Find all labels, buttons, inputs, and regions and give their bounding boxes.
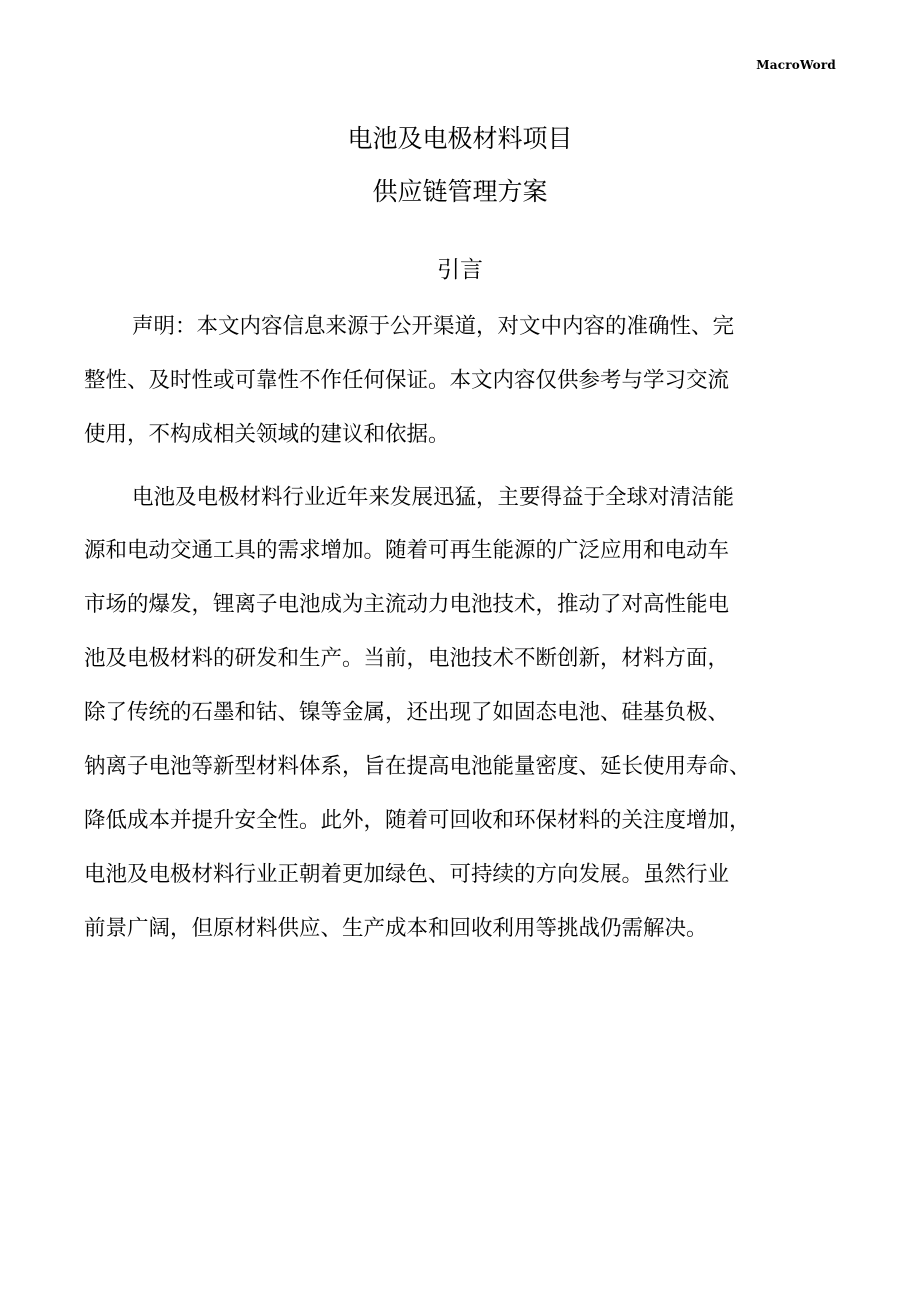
- section-heading-introduction: 引言: [437, 257, 483, 283]
- header-brand: MacroWord: [756, 58, 836, 72]
- paragraph-line: 降低成本并提升安全性。此外，随着可回收和环保材料的关注度增加，: [84, 808, 751, 833]
- paragraph-line: 钠离子电池等新型材料体系，旨在提高电池能量密度、延长使用寿命、: [84, 754, 751, 779]
- paragraph-line: 使用，不构成相关领域的建议和依据。: [84, 422, 450, 447]
- document-title-line-1: 电池及电极材料项目: [347, 124, 573, 153]
- paragraph-line: 电池及电极材料行业正朝着更加绿色、可持续的方向发展。虽然行业: [84, 862, 730, 887]
- paragraph-line: 池及电极材料的研发和生产。当前，电池技术不断创新，材料方面，: [84, 646, 730, 671]
- paragraph-line: 电池及电极材料行业近年来发展迅猛，主要得益于全球对清洁能: [132, 485, 735, 510]
- paragraph-line: 源和电动交通工具的需求增加。随着可再生能源的广泛应用和电动车: [84, 538, 730, 563]
- document-title-line-2: 供应链管理方案: [372, 177, 548, 206]
- paragraph-line: 整性、及时性或可靠性不作任何保证。本文内容仅供参考与学习交流: [84, 368, 730, 393]
- paragraph-line: 前景广阔，但原材料供应、生产成本和回收利用等挑战仍需解决。: [84, 916, 708, 941]
- paragraph-line: 除了传统的石墨和钴、镍等金属，还出现了如固态电池、硅基负极、: [84, 700, 730, 725]
- paragraph-line: 市场的爆发，锂离子电池成为主流动力电池技术，推动了对高性能电: [84, 592, 730, 617]
- paragraph-line: 声明：本文内容信息来源于公开渠道，对文中内容的准确性、完: [132, 314, 735, 339]
